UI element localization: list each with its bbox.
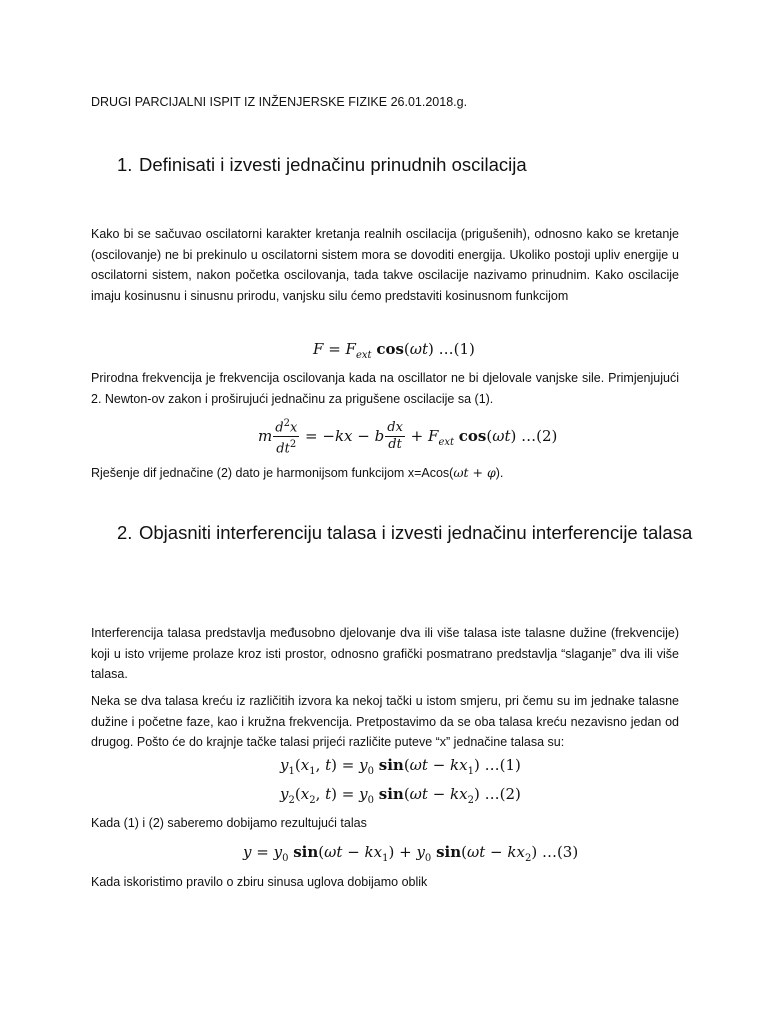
section-2-paragraph-2: Neka se dva talasa kreću iz različitih izvora ka nekoj tački u istom smjeru, pri čemu su im jednake talasne dužine i početne faze, kao i kružna frekvencija. Pretpostavimo da se oba talasa kreću nezavisno jedan od drugog. Pošto će do krajnje tačke talasi prijeći različite puteve “x” jednačine talasa su: xyxy=(91,694,679,749)
section-1-paragraph-3-text: Rješenje dif jednačine (2) dato je harmonijsom funkcijom x=Acos( xyxy=(91,466,454,480)
section-2-paragraph-1: Interferencija talasa predstavlja međusobno djelovanje dva ili više talasa iste talasne dužine (frekvencije) koji u isto vrijeme prolaze kroz isti prostor, odnosno grafički posmatrano predstavlja “slaganje” dva ili više talasa. xyxy=(91,626,679,681)
formula-equation-of-motion: m $\frac{d^2x}{dt^2}$ = −kx − b $\frac{dx}{dt}$ + $F_{ext}$ cos(ωt) …(2) xyxy=(258,418,558,457)
formula-wave-sum-label: …(3) xyxy=(541,843,579,861)
formula-wave-2: $y_2(x_2$, $t) = y_0$ $\sin(\omega t - kx_2)$ …(2) xyxy=(280,785,521,806)
formula-wave-1: $y_1(x_1$, $t) = y_0$ $\sin(\omega t - kx_1)$ …(1) xyxy=(280,756,521,777)
formula-external-force: $F = F_{ext}$ cos(ωt) …(1) xyxy=(313,340,475,361)
section-1-title: Definisati i izvesti jednačinu prinudnih oscilacija xyxy=(139,154,527,175)
formula-wave-sum: $y = y_0$ $\sin(\omega t - kx_1) + y_0$ $\sin(\omega t - kx_2)$ …(3) xyxy=(243,843,579,864)
section-2-number: 2. xyxy=(117,522,133,543)
formula-wave-1-label: …(1) xyxy=(484,756,521,774)
formula-wave-2-label: …(2) xyxy=(484,785,521,803)
section-2-paragraph-3: Kada (1) i (2) saberemo dobijamo rezultujući talas xyxy=(91,816,367,830)
section-1-paragraph-3-end: ). xyxy=(495,466,504,480)
formula-equation-of-motion-label: …(2) xyxy=(521,426,558,445)
section-1-paragraph-1: Kako bi se sačuvao oscilatorni karakter kretanja realnih oscilacija (prigušenih), odnosno kako se kretanje (oscilovanje) ne bi prekinulo u oscilatorni sistem mora se dovoditi energija. Ukoliko postoji upliv energije u oscilatorni sistem, nakon početka oscilovanja, tada takve oscilacije nazivamo prinudnim. Kako oscilacije imaju kosinusnu i sinusnu prirodu, vanjsku silu ćemo predstaviti kosinusnom funkcijom xyxy=(91,227,679,303)
formula-external-force-label: …(1) xyxy=(438,340,475,358)
section-1-paragraph-3 xyxy=(91,463,679,484)
section-1-paragraph-2: Prirodna frekvencija je frekvencija oscilovanja kada na oscillator ne bi djelovale vanjske sile. Primjenjujući 2. Newton-ov zakon i proširujući jednačinu za prigušene oscilacije sa (1). xyxy=(91,371,679,406)
section-1-number: 1. xyxy=(117,154,133,175)
section-2-paragraph-4: Kada iskoristimo pravilo o zbiru sinusa uglova dobijamo oblik xyxy=(91,875,428,889)
phase-expression: ωt + φ xyxy=(453,465,496,480)
section-2-title: Objasniti interferenciju talasa i izvesti jednačinu interferencije talasa xyxy=(139,522,693,543)
document-title: DRUGI PARCIJALNI ISPIT IZ INŽENJERSKE FIZIKE 26.01.2018.g. xyxy=(91,95,468,109)
